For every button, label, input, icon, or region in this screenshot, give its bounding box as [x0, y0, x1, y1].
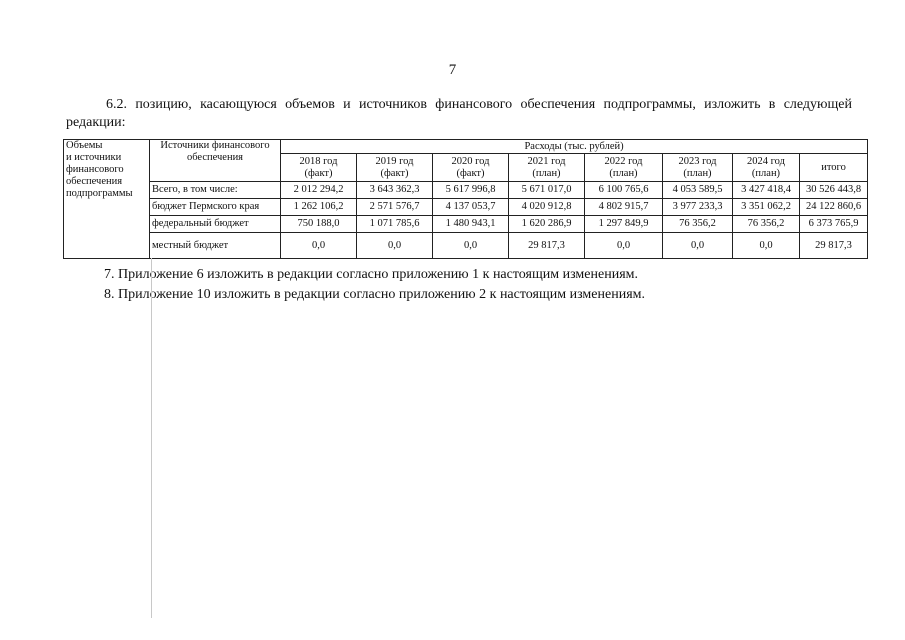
value-cell: 0,0	[357, 233, 433, 259]
item-7-text: 7. Приложение 6 изложить в редакции согласно приложению 1 к настоящим изменениям.	[104, 267, 638, 282]
value-cell: 4 053 589,5	[663, 182, 733, 199]
table-row	[64, 199, 868, 216]
value-cell: 4 802 915,7	[585, 199, 663, 216]
source-cell: Всего, в том числе:	[150, 182, 281, 199]
total-cell: 6 373 765,9	[800, 216, 868, 233]
value-cell: 0,0	[733, 233, 800, 259]
year-sub: (план)	[683, 167, 712, 179]
value-cell: 3 427 418,4	[733, 182, 800, 199]
total-header-cell: итого	[800, 154, 868, 182]
year-label: 2020 год	[451, 155, 490, 167]
value-cell: 76 356,2	[733, 216, 800, 233]
year-label: 2021 год	[527, 155, 566, 167]
expenses-header-cell: Расходы (тыс. рублей)	[281, 140, 868, 154]
table-row	[64, 216, 868, 233]
value-cell: 0,0	[585, 233, 663, 259]
year-header-cell	[357, 154, 433, 182]
year-label: 2022 год	[604, 155, 643, 167]
value-cell: 76 356,2	[663, 216, 733, 233]
year-sub: (план)	[532, 167, 561, 179]
value-cell: 750 188,0	[281, 216, 357, 233]
year-label: 2024 год	[747, 155, 785, 167]
source-cell: бюджет Пермского края	[150, 199, 281, 216]
value-cell: 3 643 362,3	[357, 182, 433, 199]
margin-line	[151, 258, 152, 618]
year-header-cell	[585, 154, 663, 182]
value-cell: 1 620 286,9	[509, 216, 585, 233]
year-header-cell	[733, 154, 800, 182]
total-cell: 24 122 860,6	[800, 199, 868, 216]
value-cell: 1 262 106,2	[281, 199, 357, 216]
value-cell: 0,0	[281, 233, 357, 259]
value-cell: 1 297 849,9	[585, 216, 663, 233]
value-cell: 1 071 785,6	[357, 216, 433, 233]
value-cell: 2 571 576,7	[357, 199, 433, 216]
value-cell: 4 137 053,7	[433, 199, 509, 216]
value-cell: 1 480 943,1	[433, 216, 509, 233]
year-label: 2018 год	[299, 155, 338, 167]
year-sub: (факт)	[380, 167, 409, 179]
year-sub: (план)	[609, 167, 638, 179]
table-row	[64, 233, 868, 259]
value-cell: 6 100 765,6	[585, 182, 663, 199]
value-cell: 2 012 294,2	[281, 182, 357, 199]
year-label: 2023 год	[678, 155, 717, 167]
value-cell: 4 020 912,8	[509, 199, 585, 216]
year-sub: (факт)	[304, 167, 333, 179]
value-cell: 0,0	[433, 233, 509, 259]
year-header-cell	[433, 154, 509, 182]
year-sub: (факт)	[456, 167, 485, 179]
value-cell: 29 817,3	[509, 233, 585, 259]
year-header-cell	[663, 154, 733, 182]
item-8-text: 8. Приложение 10 изложить в редакции согласно приложению 2 к настоящим изменениям.	[104, 287, 645, 302]
year-sub: (план)	[751, 167, 781, 179]
sources-header-cell: Источники финансового обеспечения	[150, 140, 281, 182]
value-cell: 0,0	[663, 233, 733, 259]
total-cell: 30 526 443,8	[800, 182, 868, 199]
financing-table	[63, 139, 868, 259]
value-cell: 3 351 062,2	[733, 199, 800, 216]
intro-paragraph: 6.2. позицию, касающуюся объемов и источников финансового обеспечения подпрограммы, изложить в следующей редакции:	[66, 97, 852, 130]
value-cell: 5 671 017,0	[509, 182, 585, 199]
page-number: 7	[448, 62, 457, 78]
year-header-cell	[281, 154, 357, 182]
source-cell: местный бюджет	[150, 233, 281, 259]
row-header-cell: Объемы и источники финансового обеспечения подпрограммы	[64, 140, 150, 259]
value-cell: 5 617 996,8	[433, 182, 509, 199]
table-row	[64, 182, 868, 199]
year-label: 2019 год	[375, 155, 414, 167]
value-cell: 3 977 233,3	[663, 199, 733, 216]
year-header-cell	[509, 154, 585, 182]
source-cell: федеральный бюджет	[150, 216, 281, 233]
total-cell: 29 817,3	[800, 233, 868, 259]
